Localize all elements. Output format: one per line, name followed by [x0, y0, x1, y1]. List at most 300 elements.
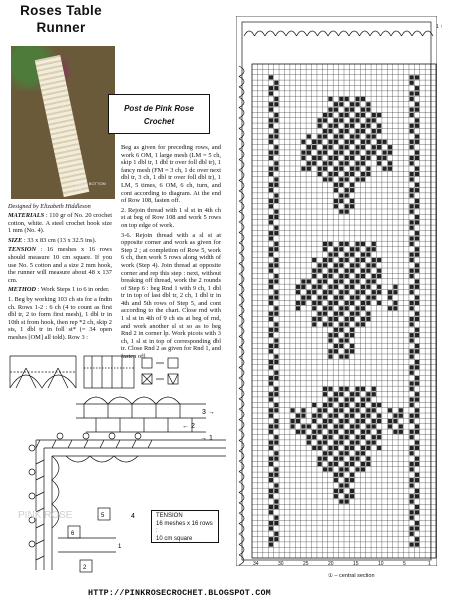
filled-mesh — [274, 355, 278, 359]
filled-mesh — [410, 140, 414, 144]
filled-mesh — [410, 253, 414, 257]
filled-mesh — [415, 440, 419, 444]
filled-mesh — [290, 408, 294, 412]
filled-mesh — [366, 140, 370, 144]
filled-mesh — [328, 398, 332, 402]
filled-mesh — [307, 295, 311, 299]
filled-mesh — [350, 344, 354, 348]
filled-mesh — [377, 258, 381, 262]
filled-mesh — [393, 301, 397, 305]
filled-mesh — [350, 102, 354, 106]
filled-mesh — [415, 172, 419, 176]
filled-mesh — [361, 253, 365, 257]
filled-mesh — [274, 451, 278, 455]
filled-mesh — [290, 419, 294, 423]
filled-mesh — [274, 312, 278, 316]
filled-mesh — [350, 430, 354, 434]
filled-mesh — [323, 274, 327, 278]
filled-mesh — [366, 457, 370, 461]
filled-mesh — [410, 446, 414, 450]
filled-mesh — [410, 510, 414, 514]
filled-mesh — [274, 151, 278, 155]
filled-mesh — [274, 118, 278, 122]
filled-mesh — [269, 312, 273, 316]
filled-mesh — [355, 145, 359, 149]
filled-mesh — [410, 236, 414, 240]
filled-mesh — [410, 419, 414, 423]
filled-mesh — [301, 151, 305, 155]
filled-mesh — [269, 489, 273, 493]
filled-mesh — [334, 301, 338, 305]
filled-mesh — [345, 467, 349, 471]
filled-mesh — [274, 306, 278, 310]
step6-label: 6 — [71, 531, 75, 537]
filled-mesh — [355, 177, 359, 181]
filled-mesh — [355, 274, 359, 278]
filled-mesh — [269, 505, 273, 509]
filled-mesh — [410, 145, 414, 149]
filled-mesh — [274, 473, 278, 477]
filled-mesh — [350, 414, 354, 418]
filled-mesh — [274, 408, 278, 412]
filled-mesh — [328, 274, 332, 278]
step1-label: 1 — [118, 544, 122, 550]
filled-mesh — [355, 97, 359, 101]
filled-mesh — [328, 177, 332, 181]
filled-mesh — [269, 102, 273, 106]
filled-mesh — [334, 424, 338, 428]
filled-mesh — [410, 285, 414, 289]
filled-mesh — [339, 183, 343, 187]
filled-mesh — [339, 338, 343, 342]
filled-mesh — [415, 102, 419, 106]
filled-mesh — [345, 355, 349, 359]
corner-border-diagram — [29, 433, 226, 572]
chart-top-label: 1 ↑ — [436, 24, 443, 30]
filled-mesh — [328, 129, 332, 133]
filled-mesh — [307, 435, 311, 439]
filled-mesh — [350, 473, 354, 477]
filled-mesh — [274, 193, 278, 197]
filled-mesh — [274, 403, 278, 407]
filled-mesh — [345, 317, 349, 321]
filled-mesh — [328, 145, 332, 149]
filled-mesh — [334, 408, 338, 412]
filled-mesh — [334, 156, 338, 160]
filled-mesh — [339, 457, 343, 461]
filled-mesh — [366, 430, 370, 434]
filled-mesh — [274, 210, 278, 214]
filled-mesh — [377, 269, 381, 273]
filled-mesh — [334, 317, 338, 321]
designer-credit: Designed by Elizabeth Hiddleson — [8, 203, 91, 210]
filled-mesh — [318, 124, 322, 128]
filled-mesh — [361, 414, 365, 418]
filled-mesh — [355, 440, 359, 444]
filet-crochet-chart — [236, 16, 437, 566]
filled-mesh — [361, 258, 365, 262]
filled-mesh — [339, 199, 343, 203]
filled-mesh — [269, 215, 273, 219]
filled-mesh — [318, 151, 322, 155]
filled-mesh — [377, 290, 381, 294]
filled-mesh — [345, 204, 349, 208]
filled-mesh — [415, 349, 419, 353]
size-paragraph: SIZE : 33 x 83 cm (13 x 32.5 ins). — [8, 236, 97, 244]
filled-mesh — [361, 301, 365, 305]
filled-mesh — [339, 419, 343, 423]
filled-mesh — [372, 274, 376, 278]
filled-mesh — [415, 279, 419, 283]
filled-mesh — [274, 392, 278, 396]
filled-mesh — [410, 161, 414, 165]
filled-mesh — [274, 86, 278, 90]
filled-mesh — [355, 387, 359, 391]
filled-mesh — [334, 183, 338, 187]
filled-mesh — [388, 419, 392, 423]
filled-mesh — [415, 220, 419, 224]
filled-mesh — [339, 263, 343, 267]
filled-mesh — [361, 172, 365, 176]
filled-mesh — [377, 156, 381, 160]
filled-mesh — [339, 500, 343, 504]
filled-mesh — [410, 113, 414, 117]
filled-mesh — [366, 263, 370, 267]
filled-mesh — [318, 312, 322, 316]
filled-mesh — [328, 301, 332, 305]
filled-mesh — [274, 440, 278, 444]
filled-mesh — [307, 151, 311, 155]
filled-mesh — [388, 424, 392, 428]
filled-mesh — [345, 398, 349, 402]
filled-mesh — [312, 306, 316, 310]
filled-mesh — [312, 161, 316, 165]
filled-mesh — [415, 462, 419, 466]
filled-mesh — [274, 177, 278, 181]
filled-mesh — [361, 274, 365, 278]
filled-mesh — [318, 167, 322, 171]
pattern-source-line-1: Post de Pink Rose — [124, 104, 194, 113]
filled-mesh — [350, 301, 354, 305]
filled-mesh — [323, 306, 327, 310]
filled-mesh — [307, 161, 311, 165]
filled-mesh — [366, 398, 370, 402]
filled-mesh — [328, 140, 332, 144]
filled-mesh — [334, 253, 338, 257]
filled-mesh — [269, 134, 273, 138]
filled-mesh — [382, 167, 386, 171]
filled-mesh — [339, 355, 343, 359]
filled-mesh — [274, 419, 278, 423]
filled-mesh — [269, 220, 273, 224]
filled-mesh — [328, 446, 332, 450]
filled-mesh — [334, 462, 338, 466]
filled-mesh — [361, 403, 365, 407]
filled-mesh — [328, 108, 332, 112]
filled-mesh — [328, 290, 332, 294]
instructions-p1: Beg as given for preceding rows, and work 6 OM, 1 large mesh (LM = 5 ch, skip 1 dbl tr, 1 dbl tr over foll dbl tr), 1 fancy mesh (FM = 3 ch, 1 dc over next dbl tr, 3 ch, 1 dbl tr over foll dbl tr), 1 LM, 5 times, 6 OM, 6 ch, turn, and cont according to diagram. At the end of Row 108, fasten off. — [121, 144, 221, 205]
filled-mesh — [350, 312, 354, 316]
filled-mesh — [318, 295, 322, 299]
filled-mesh — [361, 430, 365, 434]
filled-mesh — [415, 328, 419, 332]
filled-mesh — [339, 167, 343, 171]
filled-mesh — [312, 414, 316, 418]
filled-mesh — [361, 97, 365, 101]
filled-mesh — [410, 365, 414, 369]
filled-mesh — [366, 414, 370, 418]
filled-mesh — [339, 97, 343, 101]
filled-mesh — [355, 129, 359, 133]
filled-mesh — [269, 75, 273, 79]
filled-mesh — [361, 446, 365, 450]
filled-mesh — [345, 419, 349, 423]
filled-mesh — [312, 290, 316, 294]
filled-mesh — [269, 349, 273, 353]
filled-mesh — [345, 253, 349, 257]
filled-mesh — [415, 408, 419, 412]
filled-mesh — [323, 129, 327, 133]
filled-mesh — [334, 430, 338, 434]
filled-mesh — [301, 301, 305, 305]
filled-mesh — [345, 435, 349, 439]
filled-mesh — [328, 172, 332, 176]
filled-mesh — [269, 156, 273, 160]
filled-mesh — [274, 81, 278, 85]
filled-mesh — [355, 403, 359, 407]
filled-mesh — [415, 446, 419, 450]
filled-mesh — [274, 231, 278, 235]
filled-mesh — [355, 263, 359, 267]
filled-mesh — [269, 91, 273, 95]
filled-mesh — [334, 118, 338, 122]
filled-mesh — [415, 344, 419, 348]
filled-mesh — [269, 172, 273, 176]
filled-mesh — [372, 387, 376, 391]
filled-mesh — [339, 403, 343, 407]
x-axis-tick-label: 15 — [353, 561, 359, 567]
filled-mesh — [399, 408, 403, 412]
filled-mesh — [339, 392, 343, 396]
filled-mesh — [355, 419, 359, 423]
filled-mesh — [318, 424, 322, 428]
filled-mesh — [372, 247, 376, 251]
filled-mesh — [415, 398, 419, 402]
filled-mesh — [410, 398, 414, 402]
filled-mesh — [274, 435, 278, 439]
filled-mesh — [269, 231, 273, 235]
filled-mesh — [323, 408, 327, 412]
filled-mesh — [366, 408, 370, 412]
filled-mesh — [323, 177, 327, 181]
filled-mesh — [274, 129, 278, 133]
filled-mesh — [339, 145, 343, 149]
filled-mesh — [350, 124, 354, 128]
filled-mesh — [361, 462, 365, 466]
filled-mesh — [328, 338, 332, 342]
filled-mesh — [350, 457, 354, 461]
filled-mesh — [350, 440, 354, 444]
filled-mesh — [415, 75, 419, 79]
filled-mesh — [318, 263, 322, 267]
filled-mesh — [323, 167, 327, 171]
filled-mesh — [410, 81, 414, 85]
filled-mesh — [328, 467, 332, 471]
filled-mesh — [410, 306, 414, 310]
filled-mesh — [334, 247, 338, 251]
filled-mesh — [339, 424, 343, 428]
filled-mesh — [334, 108, 338, 112]
filled-mesh — [366, 102, 370, 106]
filled-mesh — [269, 167, 273, 171]
filled-mesh — [274, 279, 278, 283]
filled-mesh — [350, 478, 354, 482]
filled-mesh — [388, 408, 392, 412]
filled-mesh — [361, 269, 365, 273]
filled-mesh — [350, 172, 354, 176]
filled-mesh — [318, 301, 322, 305]
filled-mesh — [339, 387, 343, 391]
filled-mesh — [355, 424, 359, 428]
filled-mesh — [296, 419, 300, 423]
filled-mesh — [366, 134, 370, 138]
blog-url[interactable]: HTTP://PINKROSECROCHET.BLOGSPOT.COM — [88, 588, 271, 598]
filled-mesh — [307, 145, 311, 149]
filled-mesh — [274, 274, 278, 278]
materials-paragraph: MATERIALS : 110 gr of No. 20 crochet cotton, white. A steel crochet hook size 1 mm (No. 4). — [8, 212, 112, 235]
filled-mesh — [328, 349, 332, 353]
filled-mesh — [339, 467, 343, 471]
filled-mesh — [361, 306, 365, 310]
filled-mesh — [345, 306, 349, 310]
filled-mesh — [334, 172, 338, 176]
filled-mesh — [372, 440, 376, 444]
filled-mesh — [323, 440, 327, 444]
filled-mesh — [269, 247, 273, 251]
filled-mesh — [345, 403, 349, 407]
filled-mesh — [307, 440, 311, 444]
filled-mesh — [274, 521, 278, 525]
filled-mesh — [372, 403, 376, 407]
filled-mesh — [269, 365, 273, 369]
filled-mesh — [382, 140, 386, 144]
filled-mesh — [415, 457, 419, 461]
filled-mesh — [269, 381, 273, 385]
filled-mesh — [361, 317, 365, 321]
filled-mesh — [318, 408, 322, 412]
filled-mesh — [393, 419, 397, 423]
filled-mesh — [334, 446, 338, 450]
filled-mesh — [377, 403, 381, 407]
filled-mesh — [269, 295, 273, 299]
filled-mesh — [318, 118, 322, 122]
filled-mesh — [334, 494, 338, 498]
filled-mesh — [274, 134, 278, 138]
filled-mesh — [269, 188, 273, 192]
filled-mesh — [339, 489, 343, 493]
filled-mesh — [410, 355, 414, 359]
filled-mesh — [415, 542, 419, 546]
filled-mesh — [366, 124, 370, 128]
filled-mesh — [410, 451, 414, 455]
filled-mesh — [339, 451, 343, 455]
filled-mesh — [350, 462, 354, 466]
filled-mesh — [301, 430, 305, 434]
central-section-note: ① – central section — [328, 573, 375, 579]
filled-mesh — [415, 317, 419, 321]
filled-mesh — [366, 295, 370, 299]
filled-mesh — [328, 124, 332, 128]
filled-mesh — [410, 403, 414, 407]
filled-mesh — [339, 306, 343, 310]
filled-mesh — [301, 424, 305, 428]
filled-mesh — [366, 446, 370, 450]
filled-mesh — [269, 537, 273, 541]
x-axis-tick-label: 25 — [303, 561, 309, 567]
watermark: PINK ROSE — [18, 510, 73, 521]
title-line-1: Roses Table — [20, 3, 102, 18]
filled-mesh — [328, 414, 332, 418]
filled-mesh — [355, 167, 359, 171]
filled-mesh — [410, 274, 414, 278]
filled-mesh — [377, 274, 381, 278]
filled-mesh — [307, 290, 311, 294]
filled-mesh — [334, 269, 338, 273]
filled-mesh — [355, 467, 359, 471]
filled-mesh — [410, 526, 414, 530]
filled-mesh — [350, 253, 354, 257]
filled-mesh — [415, 263, 419, 267]
filled-mesh — [312, 145, 316, 149]
filled-mesh — [318, 457, 322, 461]
filled-mesh — [350, 263, 354, 267]
filled-mesh — [269, 392, 273, 396]
filled-mesh — [345, 145, 349, 149]
filled-mesh — [345, 188, 349, 192]
filled-mesh — [269, 398, 273, 402]
filled-mesh — [410, 97, 414, 101]
filled-mesh — [328, 242, 332, 246]
filled-mesh — [361, 285, 365, 289]
tension-box-head: TENSION — [156, 513, 183, 519]
filled-mesh — [301, 414, 305, 418]
filled-mesh — [274, 242, 278, 246]
filled-mesh — [339, 322, 343, 326]
filled-mesh — [345, 124, 349, 128]
filled-mesh — [410, 220, 414, 224]
filled-mesh — [361, 451, 365, 455]
filled-mesh — [328, 403, 332, 407]
filled-mesh — [350, 269, 354, 273]
filled-mesh — [355, 279, 359, 283]
filled-mesh — [388, 290, 392, 294]
filled-mesh — [361, 140, 365, 144]
filled-mesh — [366, 172, 370, 176]
filled-mesh — [334, 295, 338, 299]
filled-mesh — [366, 167, 370, 171]
filled-mesh — [350, 446, 354, 450]
filled-mesh — [350, 199, 354, 203]
filled-mesh — [307, 279, 311, 283]
pattern-source-box — [108, 94, 210, 134]
filled-mesh — [274, 505, 278, 509]
filled-mesh — [415, 424, 419, 428]
filled-mesh — [269, 263, 273, 267]
filled-mesh — [269, 86, 273, 90]
filled-mesh — [301, 295, 305, 299]
filled-mesh — [328, 419, 332, 423]
filled-mesh — [269, 344, 273, 348]
